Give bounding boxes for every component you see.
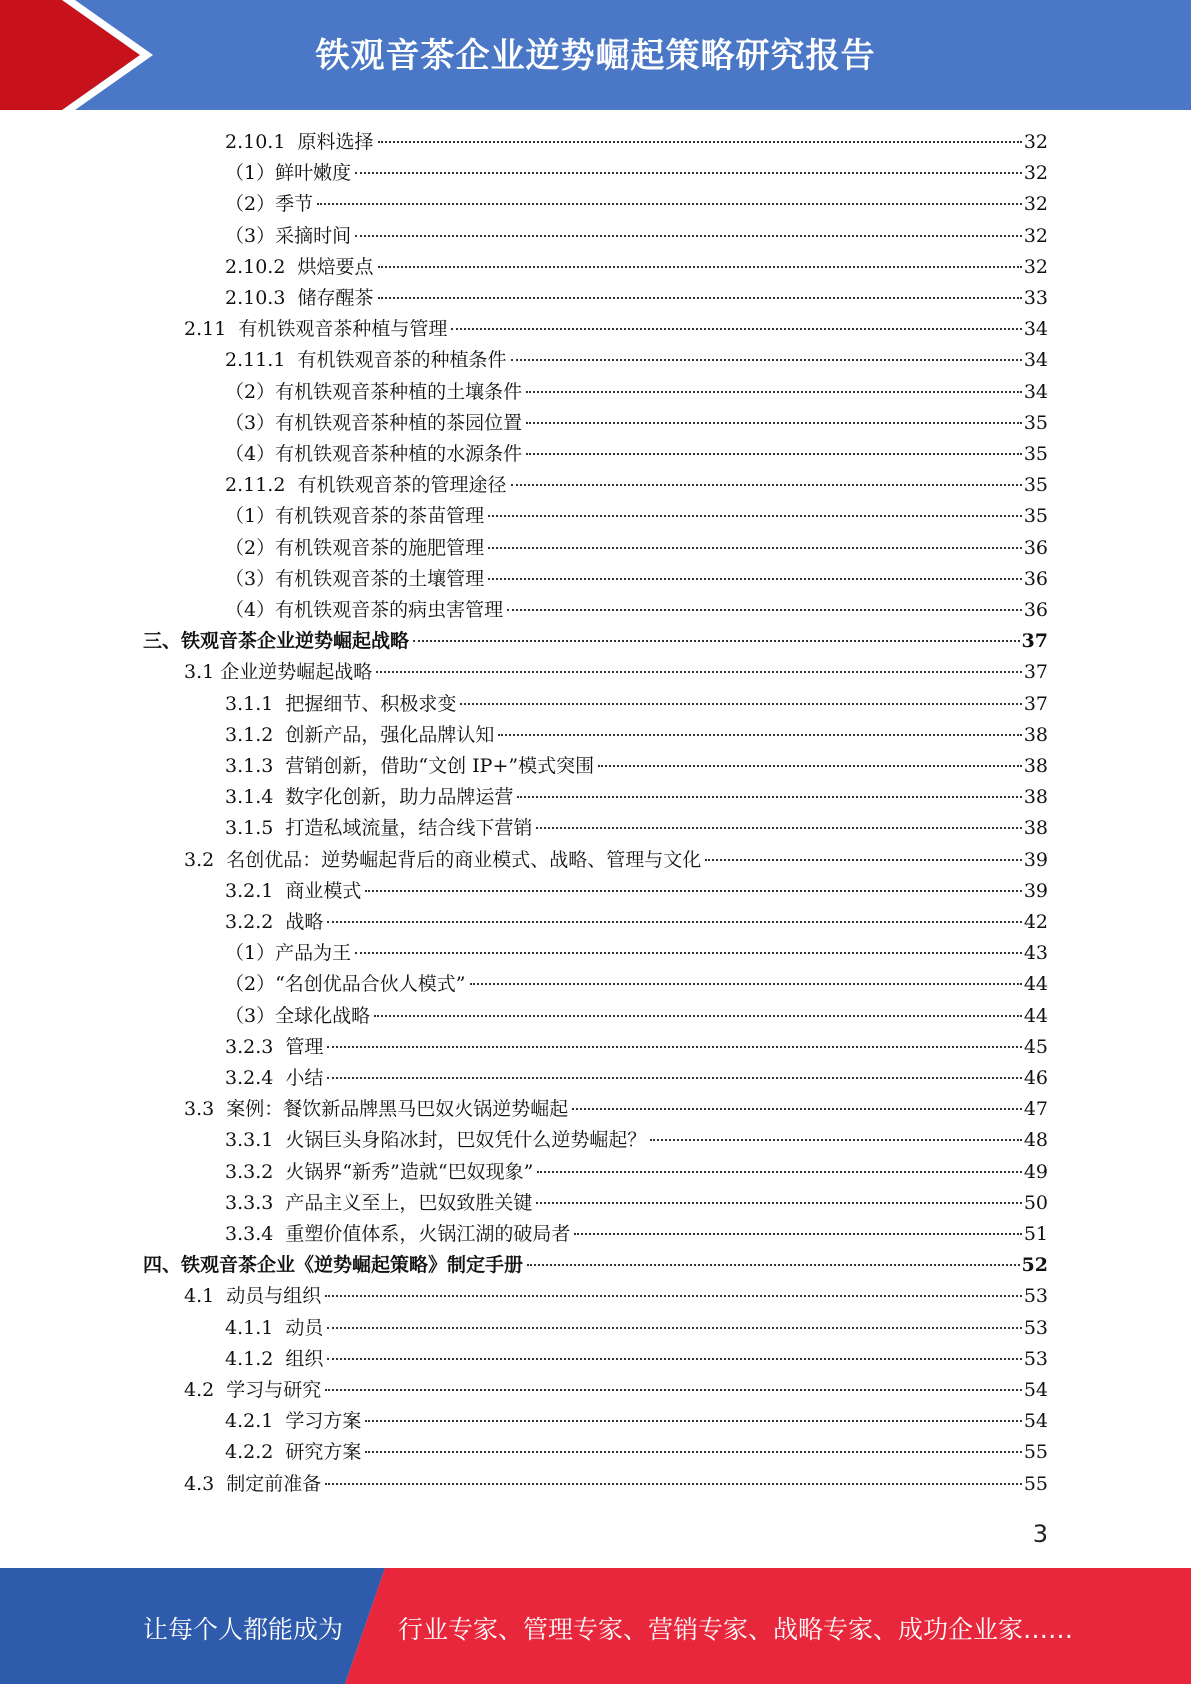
toc-entry[interactable] [184, 845, 1048, 876]
toc-entry-page: 34 [1023, 349, 1048, 372]
toc-entry-title: 3.3 案例：餐饮新品牌黑马巴奴火锅逆势崛起 [184, 1098, 569, 1121]
toc-entry-title: （1）鲜叶嫩度 [225, 162, 352, 185]
toc-entry-title: 3.3.3 产品主义至上，巴奴致胜关键 [225, 1191, 533, 1214]
toc-entry[interactable] [225, 158, 1048, 189]
toc-leader-dots [365, 1419, 1021, 1422]
toc-entry-page: 35 [1023, 411, 1048, 434]
toc-entry-title: （1）有机铁观音茶的茶苗管理 [225, 505, 485, 528]
toc-entry[interactable] [184, 1094, 1048, 1125]
toc-entry-title: 3.2 名创优品：逆势崛起背后的商业模式、战略、管理与文化 [184, 848, 702, 871]
toc-entry-title: （3）采摘时间 [225, 224, 352, 247]
toc-entry[interactable] [225, 470, 1048, 501]
toc-entry[interactable] [184, 1375, 1048, 1406]
toc-entry-title: 3.1.5 打造私域流量，结合线下营销 [225, 817, 533, 840]
toc-entry-page: 49 [1023, 1160, 1048, 1183]
toc-entry-title: 3.2.4 小结 [225, 1067, 324, 1089]
toc-leader-dots [526, 421, 1022, 424]
toc-entry[interactable] [225, 1157, 1048, 1188]
toc-leader-dots [327, 1045, 1021, 1048]
toc-leader-dots [537, 1170, 1022, 1173]
toc-leader-dots [598, 764, 1022, 767]
toc-entry-page: 33 [1023, 287, 1048, 309]
toc-entry[interactable] [225, 439, 1048, 470]
toc-entry-title: （2）有机铁观音茶种植的土壤条件 [225, 380, 523, 403]
toc-entry-title: 3.3.1 火锅巨头身陷冰封，巴奴凭什么逆势崛起？ [225, 1129, 647, 1152]
toc-entry[interactable] [225, 938, 1048, 969]
toc-entry-page: 34 [1023, 380, 1048, 403]
toc-entry-page: 43 [1023, 942, 1048, 965]
toc-entry[interactable] [225, 782, 1048, 813]
toc-entry-page: 38 [1023, 817, 1048, 840]
toc-entry-title: 3.1.2 创新产品，强化品牌认知 [225, 723, 495, 746]
toc-leader-dots [355, 234, 1022, 237]
toc-entry-title: （2）季节 [225, 193, 314, 216]
toc-leader-dots [650, 1138, 1021, 1141]
toc-entry[interactable] [225, 345, 1048, 376]
toc-leader-dots [526, 452, 1022, 455]
toc-entry-page: 55 [1023, 1472, 1048, 1495]
toc-entry[interactable] [225, 1032, 1048, 1063]
toc-entry-title: 2.11 有机铁观音茶种植与管理 [184, 318, 448, 341]
toc-entry-page: 32 [1023, 224, 1048, 247]
toc-entry[interactable] [225, 1437, 1048, 1468]
toc-entry-title: 三、铁观音茶企业逆势崛起战略 [143, 630, 410, 653]
toc-entry[interactable] [225, 1313, 1048, 1344]
toc-entry-page: 53 [1023, 1285, 1048, 1308]
toc-entry-page: 32 [1023, 193, 1048, 216]
toc-entry-title: 3.1.1 把握细节、积极求变 [225, 692, 457, 715]
toc-entry-title: 2.11.1 有机铁观音茶的种植条件 [225, 349, 507, 372]
toc-entry[interactable] [225, 969, 1048, 1000]
toc-entry[interactable] [184, 657, 1048, 688]
toc-entry-title: 4.1.1 动员 [225, 1316, 324, 1339]
toc-entry[interactable] [225, 564, 1048, 595]
toc-entry-title: 4.1 动员与组织 [184, 1285, 322, 1308]
toc-leader-dots [511, 483, 1022, 486]
toc-entry-page: 51 [1023, 1223, 1048, 1245]
toc-entry-title: 3.2.1 商业模式 [225, 879, 362, 902]
toc-entry-page: 52 [1021, 1254, 1048, 1277]
toc-entry-title: 2.11.2 有机铁观音茶的管理途径 [225, 474, 507, 497]
toc-leader-dots [378, 296, 1022, 299]
toc-leader-dots [526, 390, 1022, 393]
toc-leader-dots [327, 1357, 1021, 1360]
toc-entry-title: 4.2.1 学习方案 [225, 1410, 362, 1433]
toc-leader-dots [365, 889, 1021, 892]
toc-entry-page: 38 [1023, 755, 1048, 777]
toc-entry-page: 46 [1023, 1067, 1048, 1089]
toc-leader-dots [536, 826, 1021, 829]
toc-entry-page: 34 [1023, 318, 1048, 341]
toc-entry-page: 35 [1023, 443, 1048, 465]
toc-entry-title: 3.3.4 重塑价值体系，火锅江湖的破局者 [225, 1223, 571, 1245]
toc-entry-title: （3）全球化战略 [225, 1004, 371, 1027]
report-title: 铁观音茶企业逆势崛起策略研究报告 [315, 36, 876, 76]
toc-entry[interactable] [225, 221, 1048, 252]
toc-leader-dots [413, 639, 1020, 642]
toc-entry-page: 39 [1023, 848, 1048, 871]
toc-entry[interactable] [225, 189, 1048, 220]
toc-entry[interactable] [225, 813, 1048, 844]
toc-entry-title: 3.2.2 战略 [225, 911, 324, 933]
toc-entry[interactable] [225, 720, 1048, 751]
toc-leader-dots [488, 577, 1022, 580]
toc-entry-title: 2.10.3 储存醒茶 [225, 287, 374, 309]
toc-leader-dots [378, 140, 1022, 143]
toc-entry-page: 47 [1023, 1098, 1048, 1121]
toc-leader-dots [327, 920, 1021, 923]
toc-leader-dots [507, 608, 1022, 611]
toc-entry[interactable] [225, 1063, 1048, 1094]
toc-entry-page: 54 [1023, 1379, 1048, 1401]
toc-entry-page: 50 [1023, 1191, 1048, 1214]
toc-leader-dots [325, 1482, 1022, 1485]
footer-slogan-right: 行业专家、管理专家、营销专家、战略专家、成功企业家…… [398, 1615, 1074, 1644]
toc-entry[interactable] [184, 314, 1048, 345]
toc-entry[interactable] [225, 907, 1048, 938]
toc-entry-title: （2）“名创优品合伙人模式” [225, 973, 466, 996]
toc-leader-dots [572, 1107, 1022, 1110]
toc-leader-dots [574, 1232, 1021, 1235]
toc-entry-page: 35 [1023, 474, 1048, 497]
toc-entry-page: 38 [1023, 723, 1048, 746]
toc-entry-title: 2.10.2 烘焙要点 [225, 255, 374, 278]
toc-entry[interactable] [225, 1125, 1048, 1156]
toc-entry-title: 4.2 学习与研究 [184, 1379, 322, 1401]
toc-entry-page: 53 [1023, 1316, 1048, 1339]
toc-leader-dots [355, 171, 1022, 174]
toc-leader-dots [355, 951, 1022, 954]
toc-leader-dots [511, 358, 1022, 361]
toc-leader-dots [527, 1263, 1020, 1266]
toc-entry[interactable] [184, 1469, 1048, 1500]
toc-entry-page: 53 [1023, 1347, 1048, 1370]
toc-entry-page: 55 [1023, 1441, 1048, 1464]
toc-entry[interactable] [225, 377, 1048, 408]
toc-entry-page: 32 [1023, 255, 1048, 278]
toc-entry-page: 48 [1023, 1129, 1048, 1152]
page-header [0, 0, 1191, 110]
toc-entry[interactable] [143, 626, 1048, 657]
toc-entry-page: 32 [1023, 131, 1048, 153]
toc-entry[interactable] [225, 751, 1048, 782]
toc-leader-dots [327, 1326, 1021, 1329]
toc-entry[interactable] [225, 283, 1048, 314]
toc-leader-dots [451, 327, 1021, 330]
toc-entry-page: 44 [1023, 973, 1048, 996]
toc-entry[interactable] [225, 408, 1048, 439]
toc-entry-page: 38 [1023, 786, 1048, 809]
toc-leader-dots [705, 858, 1022, 861]
toc-entry[interactable] [225, 501, 1048, 532]
toc-leader-dots [317, 202, 1022, 205]
toc-leader-dots [536, 1201, 1021, 1204]
toc-entry[interactable] [143, 1250, 1048, 1281]
toc-entry-page: 37 [1021, 630, 1048, 653]
toc-entry[interactable] [225, 127, 1048, 158]
toc-entry-title: 四、铁观音茶企业《逆势崛起策略》制定手册 [143, 1254, 524, 1277]
toc-leader-dots [378, 265, 1022, 268]
toc-leader-dots [517, 795, 1021, 798]
toc-entry-title: 4.1.2 组织 [225, 1347, 324, 1370]
toc-entry-title: 4.2.2 研究方案 [225, 1441, 362, 1464]
toc-entry[interactable] [225, 252, 1048, 283]
toc-entry-title: 3.1.4 数字化创新，助力品牌运营 [225, 786, 514, 809]
footer-slogan-left: 让每个人都能成为 [143, 1615, 344, 1644]
toc-entry-title: （1）产品为王 [225, 942, 352, 965]
toc-entry[interactable] [225, 533, 1048, 564]
toc-entry-page: 54 [1023, 1410, 1048, 1433]
toc-leader-dots [376, 670, 1022, 673]
toc-leader-dots [374, 1014, 1022, 1017]
toc-entry-title: 3.2.3 管理 [225, 1035, 324, 1058]
toc-leader-dots [325, 1388, 1022, 1391]
toc-entry[interactable] [225, 1001, 1048, 1032]
toc-leader-dots [470, 982, 1022, 985]
toc-entry-page: 36 [1023, 567, 1048, 590]
toc-entry-title: （3）有机铁观音茶种植的茶园位置 [225, 411, 523, 434]
toc-entry-page: 42 [1023, 911, 1048, 933]
toc-leader-dots [488, 546, 1022, 549]
toc-entry[interactable] [225, 1188, 1048, 1219]
toc-entry-title: 4.3 制定前准备 [184, 1472, 322, 1495]
toc-entry[interactable] [225, 595, 1048, 626]
toc-entry[interactable] [225, 1219, 1048, 1250]
toc-entry-page: 37 [1023, 692, 1048, 715]
toc-entry[interactable] [184, 1281, 1048, 1312]
toc-entry-page: 36 [1023, 536, 1048, 559]
toc-entry-page: 35 [1023, 505, 1048, 528]
toc-leader-dots [327, 1076, 1021, 1079]
toc-entry-title: 3.1.3 营销创新，借助“文创 IP+”模式突围 [225, 755, 595, 777]
toc-entry-title: （3）有机铁观音茶的土壤管理 [225, 567, 485, 590]
page-footer [0, 1568, 1191, 1684]
toc-entry-page: 32 [1023, 162, 1048, 185]
toc-entry-title: 3.1 企业逆势崛起战略 [184, 661, 373, 684]
toc-entry-page: 36 [1023, 599, 1048, 621]
toc-entry-page: 44 [1023, 1004, 1048, 1027]
toc-entry-page: 37 [1023, 661, 1048, 684]
toc-entry-title: （4）有机铁观音茶的病虫害管理 [225, 599, 504, 621]
toc-entry[interactable] [225, 876, 1048, 907]
page-number: 3 [1032, 1520, 1048, 1548]
toc-entry-page: 39 [1023, 879, 1048, 902]
toc-leader-dots [365, 1450, 1021, 1453]
toc-entry[interactable] [225, 1406, 1048, 1437]
toc-leader-dots [460, 702, 1021, 705]
toc-leader-dots [325, 1294, 1022, 1297]
toc-entry-title: （4）有机铁观音茶种植的水源条件 [225, 443, 523, 465]
toc-entry-page: 45 [1023, 1035, 1048, 1058]
toc-entry-title: 3.3.2 火锅界“新秀”造就“巴奴现象” [225, 1160, 534, 1183]
toc-leader-dots [488, 514, 1022, 517]
toc-entry[interactable] [225, 1344, 1048, 1375]
toc-leader-dots [498, 733, 1021, 736]
toc-entry-title: 2.10.1 原料选择 [225, 131, 374, 153]
toc-entry-title: （2）有机铁观音茶的施肥管理 [225, 536, 485, 559]
toc-entry[interactable] [225, 689, 1048, 720]
